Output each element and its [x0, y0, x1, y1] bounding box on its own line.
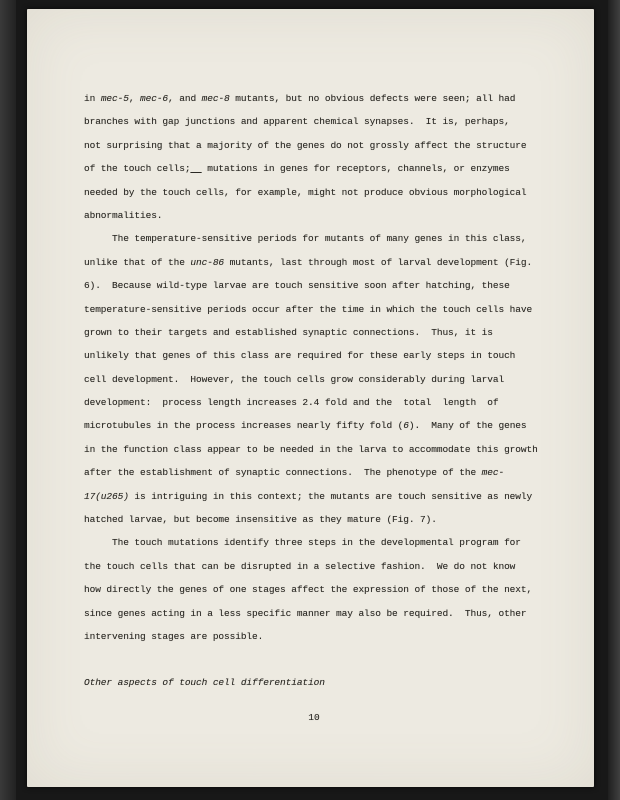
text-segment: microtubules in the process increases nearly fifty fold ( [84, 420, 404, 432]
text-segment: temperature-sensitive periods occur after the time in which the touch cells have [84, 303, 533, 315]
italic-text: 6 [403, 420, 409, 432]
text-line [84, 298, 549, 321]
text-line [84, 438, 549, 461]
text-line [84, 508, 549, 531]
text-segment: cell development. However, the touch cells grow considerably during larval [84, 373, 505, 385]
text-segment: , [128, 93, 141, 104]
text-line [84, 134, 549, 157]
text-segment: unlikely that genes of this class are required for these early steps in touch [84, 350, 516, 362]
text-line [84, 555, 549, 578]
text-segment: after the establishment of synaptic connections. The phenotype of the [84, 467, 482, 479]
italic-text: unc-86 [190, 256, 225, 268]
text-segment: intervening stages are possible. [84, 630, 264, 642]
text-segment: hatched larvae, but become insensitive as they mature (Fig. 7). [84, 514, 437, 526]
text-line [84, 485, 549, 508]
text-line [84, 625, 549, 648]
text-line [84, 414, 549, 437]
section-heading: Other aspects of touch cell differentiation [84, 677, 325, 688]
italic-text: 17(u265) [84, 490, 129, 502]
text-segment: mutations in genes for receptors, channels, or enzymes [201, 163, 510, 175]
italic-text: mec-5 [100, 93, 129, 104]
text-line [84, 204, 549, 227]
text-line [84, 391, 549, 414]
text-segment: in the function class appear to be needed in the larva to accommodate this growth [84, 443, 538, 455]
scanner-edge-right [608, 0, 620, 800]
text-segment: The temperature-sensitive periods for mutants of many genes in this class, [84, 233, 527, 245]
text-segment: branches with gap junctions and apparent chemical synapses. It is, perhaps, [84, 116, 510, 128]
italic-text: mec-8 [201, 93, 230, 104]
text-segment: The touch mutations identify three steps in the developmental program for [84, 537, 521, 549]
text-line [84, 251, 549, 274]
text-line [84, 274, 549, 297]
document-page [27, 9, 594, 787]
text-segment: grown to their targets and established synaptic connections. Thus, it is [84, 326, 493, 338]
text-line [84, 602, 549, 625]
text-line [84, 110, 549, 133]
text-line [84, 87, 549, 110]
text-segment: abnormalities. [84, 209, 163, 221]
text-segment: the touch cells that can be disrupted in a selective fashion. We do not know [84, 560, 516, 572]
text-segment: of the touch cells; [84, 163, 191, 175]
text-line [84, 227, 549, 250]
text-segment: how directly the genes of one stages affect the expression of those of the next, [84, 584, 533, 596]
text-segment: not surprising that a majority of the genes do not grossly affect the structure [84, 139, 527, 151]
text-segment: is intriguing in this context; the mutants are touch sensitive as newly [128, 490, 533, 502]
text-segment: needed by the touch cells, for example, might not produce obvious morphological [84, 186, 527, 198]
text-line [84, 157, 549, 180]
text-segment: mutants, but no obvious defects were seen; all had [229, 93, 516, 104]
page-number: 10 [308, 712, 320, 723]
text-line [84, 321, 549, 344]
text-line [84, 531, 549, 554]
text-segment: since genes acting in a less specific manner may also be required. Thus, other [84, 607, 527, 619]
italic-text: mec-6 [140, 93, 169, 104]
text-line [84, 578, 549, 601]
text-segment: ). Many of the genes [408, 420, 527, 432]
text-segment [190, 163, 201, 174]
text-line [84, 368, 549, 391]
body-text [84, 87, 549, 648]
italic-text: mec- [481, 467, 505, 479]
text-segment: 6). Because wild-type larvae are touch sensitive soon after hatching, these [84, 280, 510, 292]
scanner-edge-left [0, 0, 16, 800]
text-segment: mutants, last through most of larval development (Fig. [224, 256, 533, 268]
text-segment: in [84, 93, 101, 104]
text-line [84, 461, 549, 484]
text-line [84, 181, 549, 204]
text-line [84, 344, 549, 367]
text-segment: , and [168, 93, 202, 104]
text-segment: unlike that of the [84, 256, 191, 268]
text-segment: development: process length increases 2.4 fold and the total length of [84, 397, 499, 409]
